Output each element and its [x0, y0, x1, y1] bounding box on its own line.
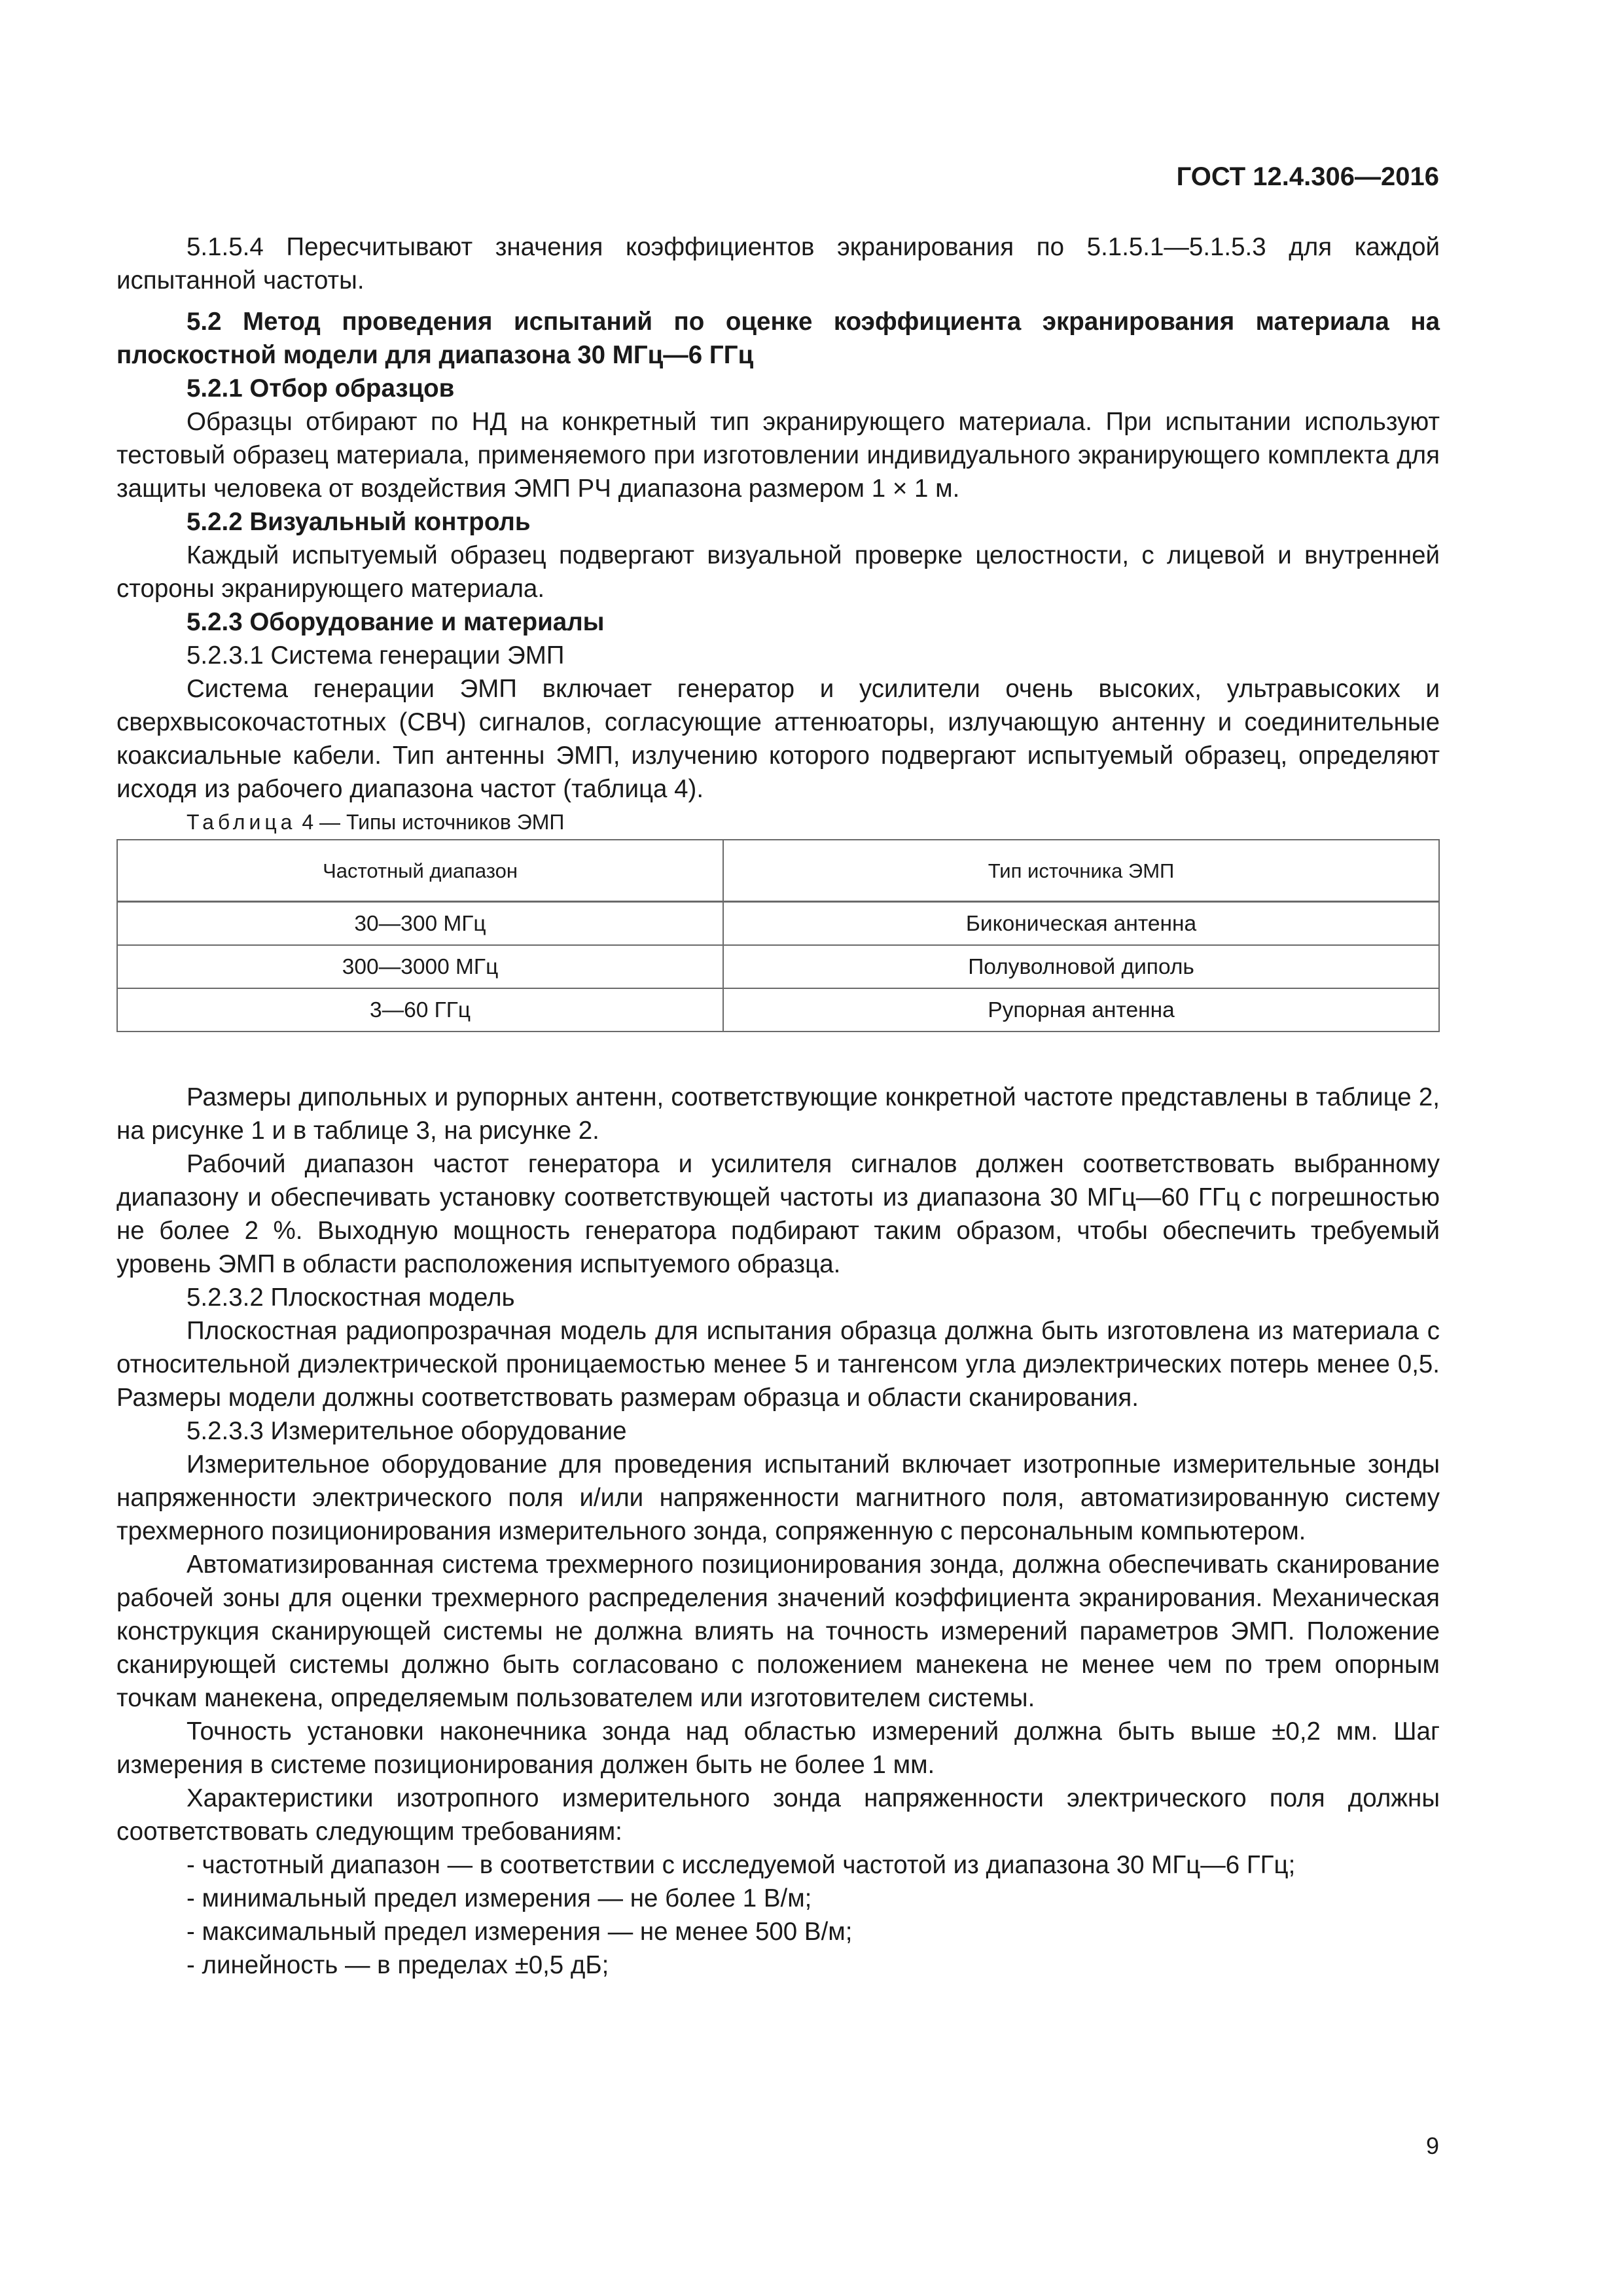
table-cell: 30—300 МГц — [117, 902, 723, 946]
paragraph-frequency-range: Рабочий диапазон частот генератора и усилителя сигналов должен соответствовать выбранному диапазону и обеспечивать установку соответствующей частоты из диапазона 30 МГц—60 ГГц с погрешностью не более 2 %. Выходную мощность генератора подбирают таким образом, чтобы обеспечить требуемый уровень ЭМП в области расположения испытуемого образца. — [116, 1150, 1440, 1278]
section-heading-5-2-2: 5.2.2 Визуальный контроль — [187, 508, 531, 536]
table-caption-prefix: Таблица — [187, 810, 296, 834]
table-cell: Рупорная антенна — [723, 988, 1439, 1031]
table-caption — [116, 806, 1440, 839]
table-header-frequency: Частотный диапазон — [117, 840, 723, 902]
list-item: - линейность — в пределах ±0,5 дБ; — [187, 1951, 609, 1979]
table-header-source-type: Тип источника ЭМП — [723, 840, 1439, 902]
paragraph-accuracy: Точность установки наконечника зонда над областью измерений должна быть выше ±0,2 мм. Шаг измерения в системе позиционирования должен быть не более 1 мм. — [116, 1717, 1440, 1779]
table-row — [117, 988, 1439, 1031]
table-cell: 3—60 ГГц — [117, 988, 723, 1031]
paragraph-positioning-system: Автоматизированная система трехмерного позиционирования зонда, должна обеспечивать сканирование рабочей зоны для оценки трехмерного распределения значений коэффициента экранирования. Механическая конструкция сканирующей системы не должна влиять на точность измерений параметров ЭМП. Положение сканирующей системы должно быть согласовано с положением манекена не менее чем по трем опорным точкам манекена, определяемым пользователем или изготовителем системы. — [116, 1551, 1440, 1712]
table-header-row — [117, 840, 1439, 902]
section-heading-5-2-3-1: 5.2.3.1 Система генерации ЭМП — [187, 641, 565, 670]
page-number: 9 — [1425, 2132, 1439, 2159]
requirements-list — [116, 1848, 1440, 1982]
paragraph-5-1-5-4: 5.1.5.4 Пересчитывают значения коэффициентов экранирования по 5.1.5.1—5.1.5.3 для каждой испытанной частоты. — [116, 233, 1440, 295]
body-text — [116, 230, 1440, 1982]
list-item: - частотный диапазон — в соответствии с исследуемой частотой из диапазона 30 МГц—6 ГГц; — [187, 1851, 1296, 1879]
paragraph-5-2-2: Каждый испытуемый образец подвергают визуальной проверке целостности, с лицевой и внутренней стороны экранирующего материала. — [116, 541, 1440, 603]
section-heading-5-2: 5.2 Метод проведения испытаний по оценке коэффициента экранирования материала на плоскостной модели для диапазона 30 МГц—6 ГГц — [116, 308, 1440, 369]
paragraph-5-2-3-2: Плоскостная радиопрозрачная модель для испытания образца должна быть изготовлена из материала с относительной диэлектрической проницаемостью менее 5 и тангенсом угла диэлектрических потерь менее 0,5. Размеры модели должны соответствовать размерам образца и области сканирования. — [116, 1317, 1440, 1412]
table-caption-title: 4 — Типы источников ЭМП — [296, 810, 565, 834]
doc-code-header: ГОСТ 12.4.306—2016 — [1176, 162, 1439, 191]
table-row — [117, 945, 1439, 988]
paragraph-probe-characteristics: Характеристики изотропного измерительного зонда напряженности электрического поля должны соответствовать следующим требованиям: — [116, 1784, 1440, 1846]
section-heading-5-2-1: 5.2.1 Отбор образцов — [187, 374, 455, 403]
paragraph-5-2-1: Образцы отбирают по НД на конкретный тип экранирующего материала. При испытании используют тестовый образец материала, применяемого при изготовлении индивидуального экранирующего комплекта для защиты человека от воздействия ЭМП РЧ диапазона размером 1 × 1 м. — [116, 408, 1440, 503]
paragraph-5-2-3-1: Система генерации ЭМП включает генератор и усилители очень высоких, ультравысоких и сверхвысокочастотных (СВЧ) сигналов, согласующие аттенюаторы, излучающую антенну и соединительные коаксиальные кабели. Тип антенны ЭМП, излучению которого подвергают испытуемый образец, определяют исходя из рабочего диапазона частот (таблица 4). — [116, 675, 1440, 803]
table-cell: Биконическая антенна — [723, 902, 1439, 946]
paragraph-5-2-3-3: Измерительное оборудование для проведения испытаний включает изотропные измерительные зонды напряженности электрического поля и/или напряженности магнитного поля, автоматизированную систему трехмерного позиционирования измерительного зонда, сопряженную с персональным компьютером. — [116, 1450, 1440, 1545]
emf-sources-table — [116, 839, 1440, 1032]
list-item: - минимальный предел измерения — не более 1 В/м; — [187, 1884, 812, 1912]
section-heading-5-2-3-3: 5.2.3.3 Измерительное оборудование — [187, 1417, 627, 1445]
table-cell: Полуволновой диполь — [723, 945, 1439, 988]
section-heading-5-2-3: 5.2.3 Оборудование и материалы — [187, 608, 605, 636]
table-row — [117, 902, 1439, 946]
section-heading-5-2-3-2: 5.2.3.2 Плоскостная модель — [187, 1283, 515, 1312]
paragraph-antenna-sizes: Размеры дипольных и рупорных антенн, соответствующие конкретной частоте представлены в таблице 2, на рисунке 1 и в таблице 3, на рисунке 2. — [116, 1083, 1440, 1145]
table-cell: 300—3000 МГц — [117, 945, 723, 988]
list-item: - максимальный предел измерения — не менее 500 В/м; — [187, 1918, 853, 1946]
